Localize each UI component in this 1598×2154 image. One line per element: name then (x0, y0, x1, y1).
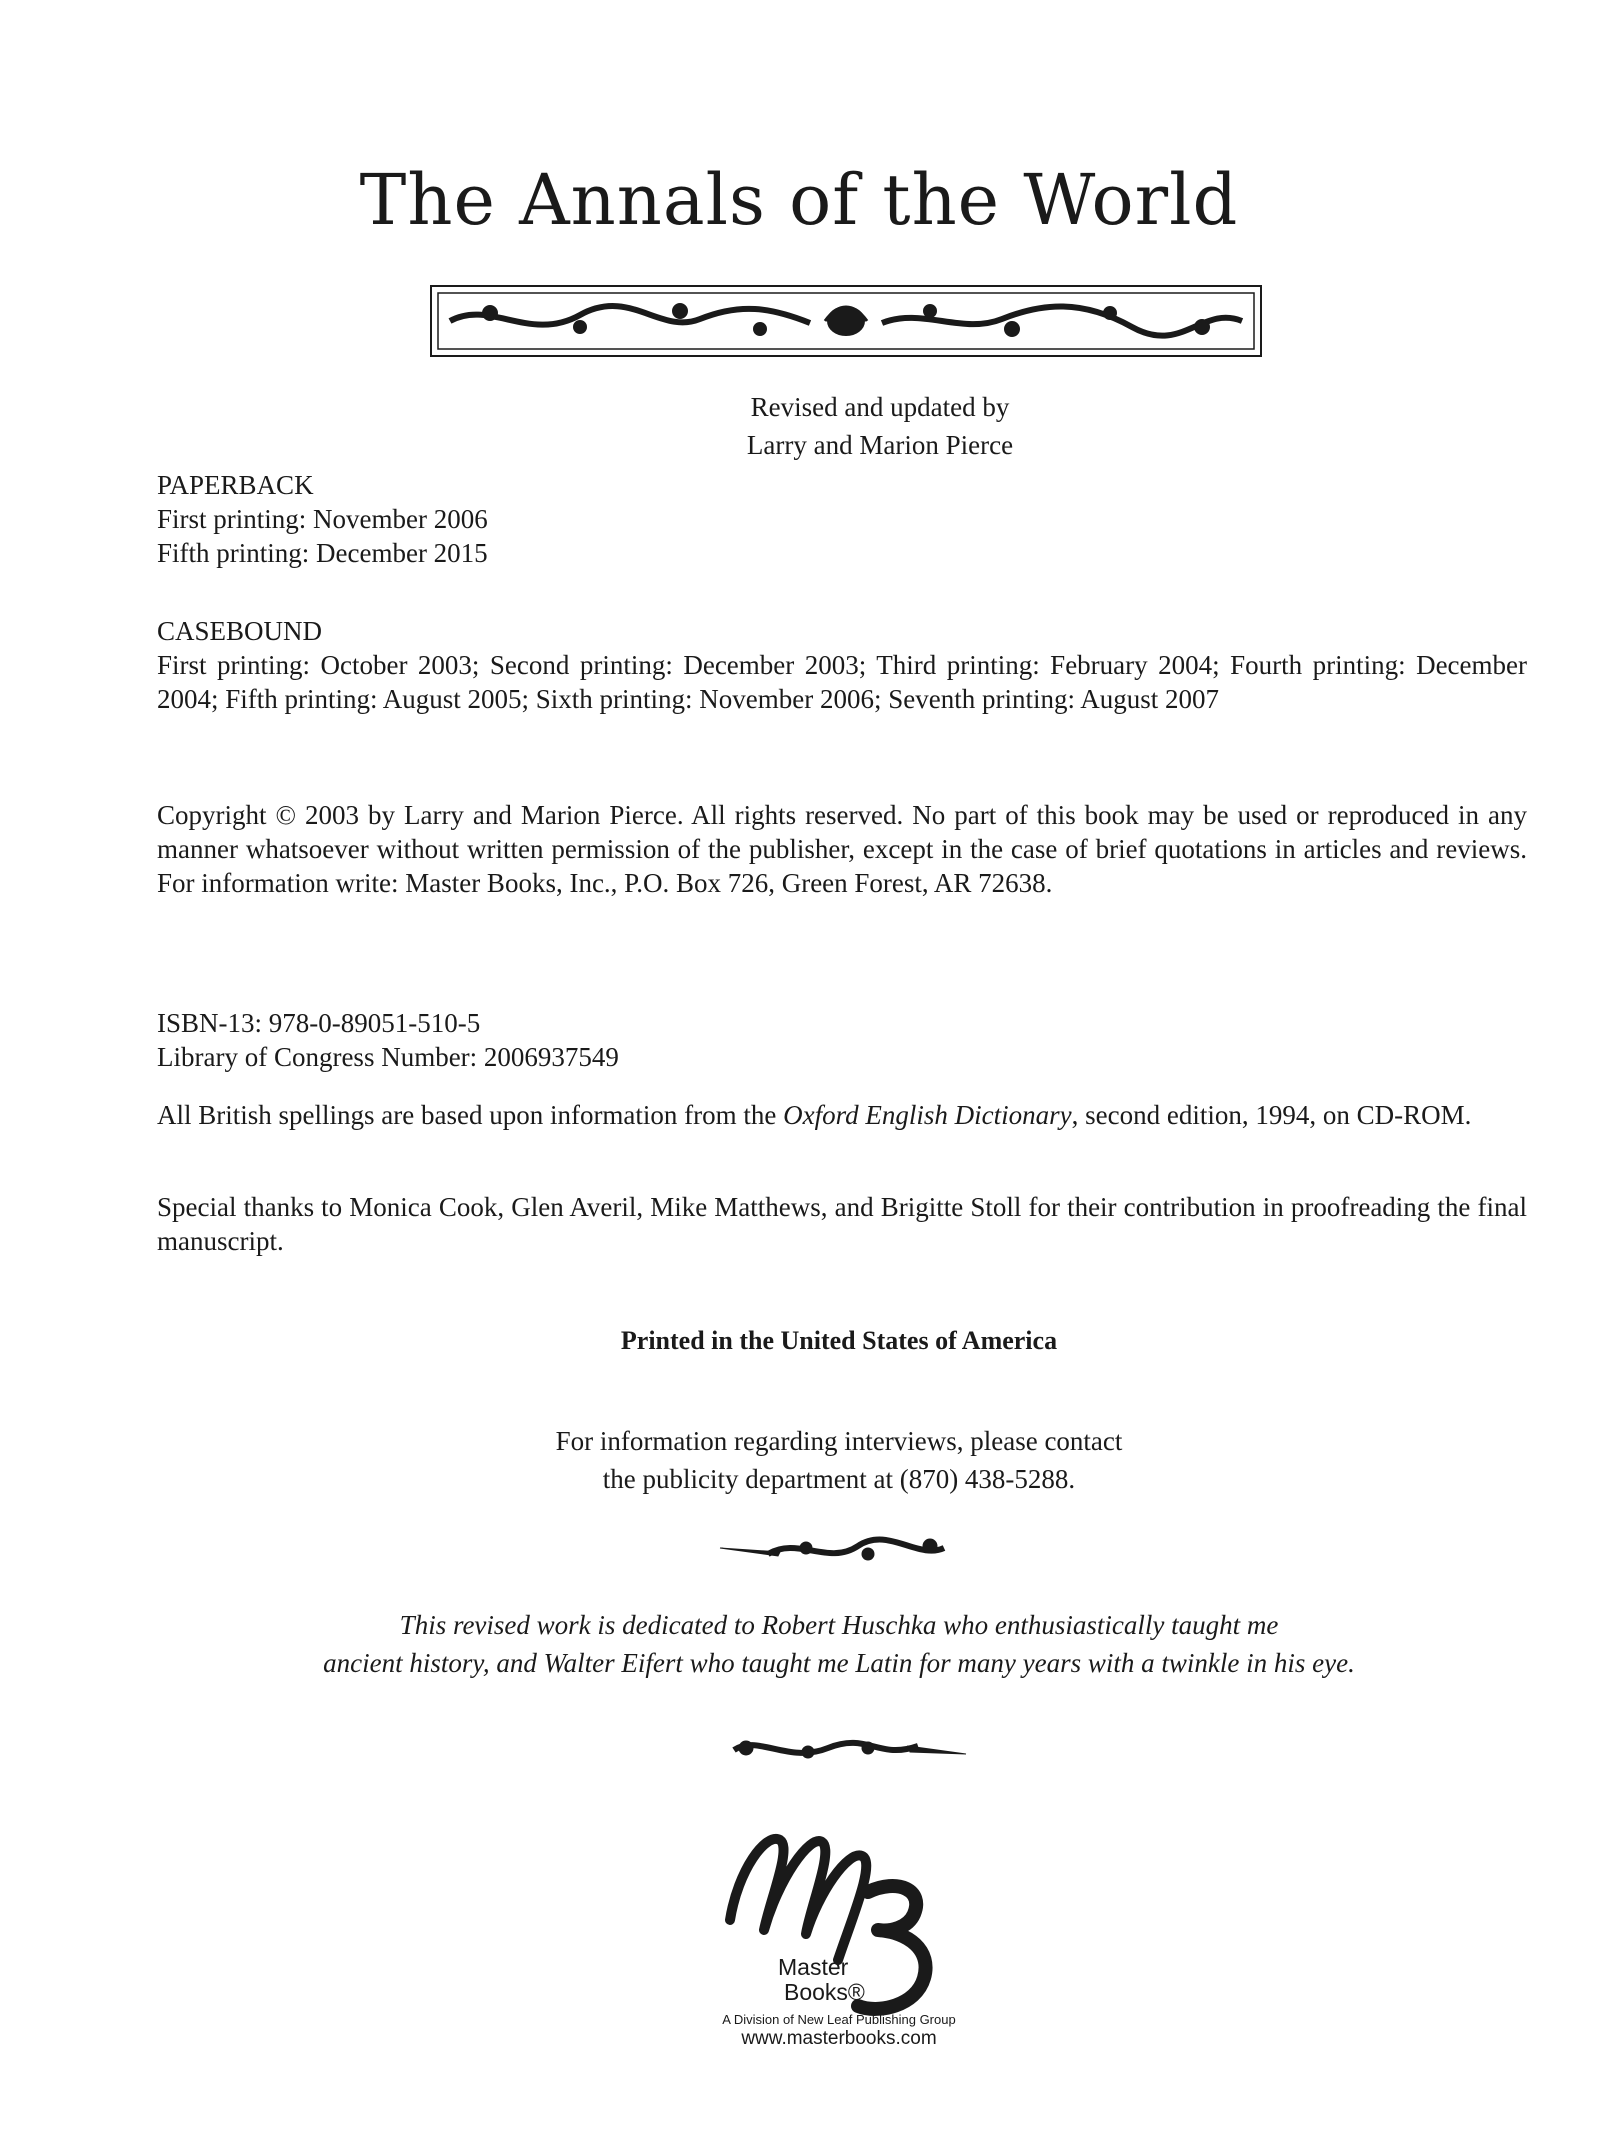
publisher-division: A Division of New Leaf Publishing Group (722, 2012, 956, 2027)
casebound-heading: CASEBOUND (157, 616, 323, 646)
publicity-line-1: For information regarding interviews, please contact (555, 1426, 1123, 1456)
dedication-line-1: This revised work is dedicated to Robert Huschka who enthusiastically taught me (399, 1610, 1279, 1640)
spellings-after: , second edition, 1994, on CD-ROM. (1071, 1100, 1472, 1130)
thanks-text: Special thanks to Monica Cook, Glen Averil, Mike Matthews, and Brigitte Stoll for their contribution in proofreading the final manuscript. (157, 1192, 1527, 1256)
spellings-before: All British spellings are based upon information from the (157, 1100, 784, 1130)
casebound-section (157, 614, 1527, 716)
copyright-section (157, 798, 1527, 900)
page-title: The Annals of the World (359, 159, 1239, 241)
publisher-name (778, 1955, 865, 2005)
publisher-name-line-2: Books® (784, 1979, 865, 2005)
revised-by (580, 388, 1180, 464)
publicity-line-2: the publicity department at (870) 438-5288. (602, 1464, 1076, 1494)
dictionary-title: Oxford English Dictionary (783, 1100, 1072, 1130)
paperback-heading: PAPERBACK (157, 470, 314, 500)
identifiers-section (157, 1006, 1527, 1074)
paperback-line-1: First printing: November 2006 (157, 504, 488, 534)
divider-ornament-2-icon (728, 1732, 968, 1768)
paperback-line-2: Fifth printing: December 2015 (157, 538, 488, 568)
library-of-congress-number: Library of Congress Number: 2006937549 (157, 1042, 619, 1072)
isbn: ISBN-13: 978-0-89051-510-5 (157, 1008, 481, 1038)
dedication (0, 1606, 1598, 1682)
thanks-section (157, 1190, 1527, 1258)
printed-in-usa: Printed in the United States of America (620, 1326, 1058, 1355)
casebound-text: First printing: October 2003; Second printing: December 2003; Third printing: February 2004; Fourth printing: December 2004; Fifth printing: August 2005; Sixth printing: November 2006; Seventh printing: August 2007 (157, 650, 1527, 714)
revised-line-1: Revised and updated by (750, 392, 1010, 422)
spellings-note (157, 1098, 1527, 1132)
divider-ornament-icon (718, 1530, 950, 1570)
title-ornament-banner (430, 285, 1262, 357)
publicity-contact (0, 1422, 1598, 1498)
publisher-name-line-1: Master (778, 1954, 849, 1980)
paperback-section (157, 468, 1527, 570)
revised-line-2: Larry and Marion Pierce (746, 430, 1014, 460)
copyright-text: Copyright © 2003 by Larry and Marion Pierce. All rights reserved. No part of this book may be used or reproduced in any manner whatsoever without written permission of the publisher, except in the case of brief quotations in articles and reviews. For information write: Master Books, Inc., P.O. Box 726, Green Forest, AR 72638. (157, 800, 1527, 898)
publisher-url: www.masterbooks.com (741, 2028, 937, 2049)
dedication-line-2: ancient history, and Walter Eifert who taught me Latin for many years with a twinkle in his eye. (323, 1648, 1355, 1678)
